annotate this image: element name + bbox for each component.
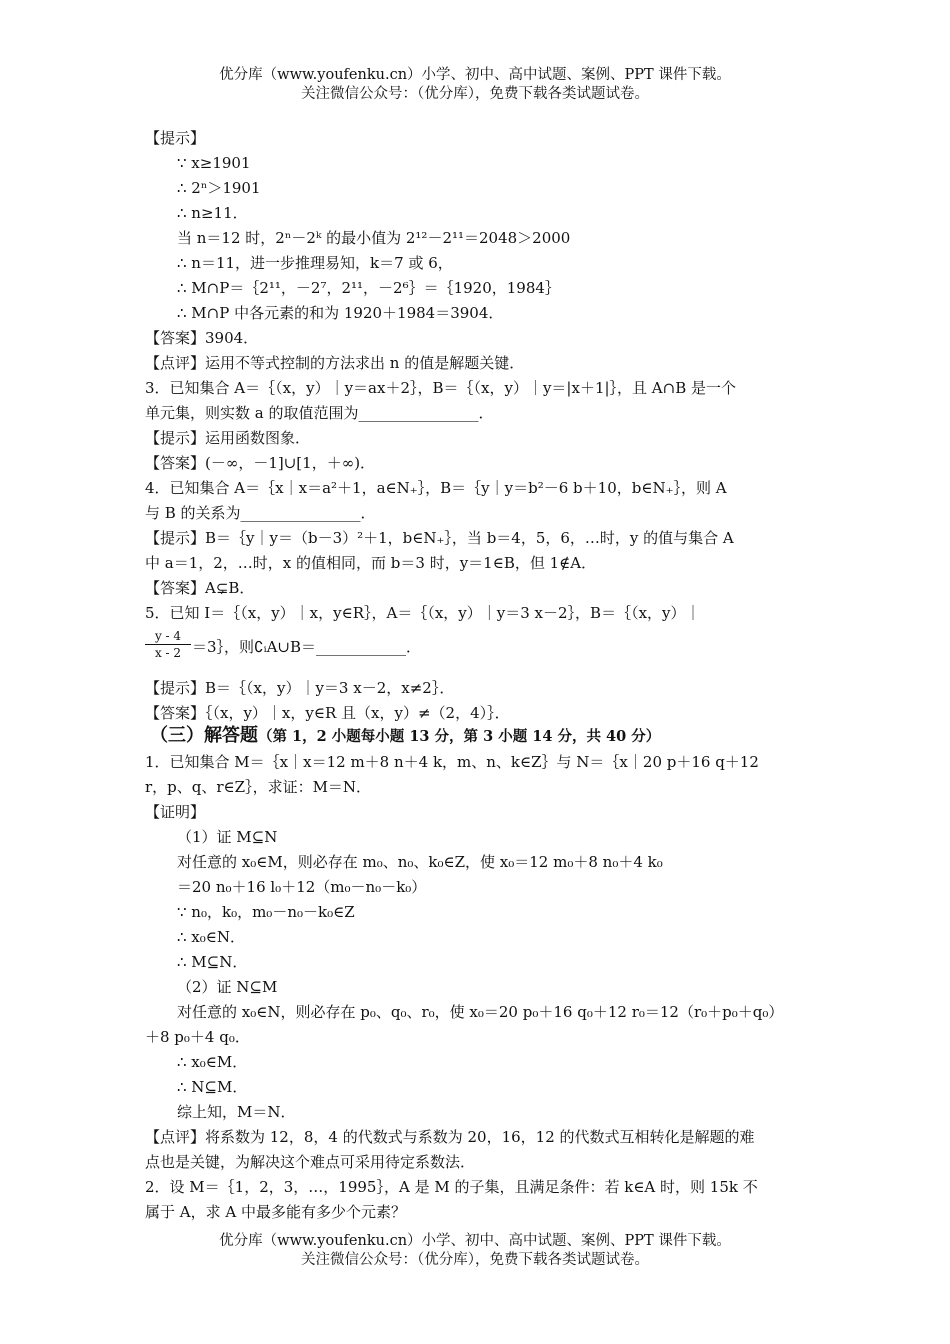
text-line: 对任意的 x₀∈M，则必存在 m₀、n₀、k₀∈Z，使 x₀＝12 m₀＋8 n₀＋4 k₀	[177, 853, 663, 871]
footer-line-1: 优分库（www.youfenku.cn）小学、初中、高中试题、案例、PPT 课件下载。	[219, 1233, 731, 1249]
text-line: ＝20 n₀＋16 l₀＋12（m₀－n₀－k₀）	[177, 878, 427, 896]
text-line: ∵ n₀，k₀，m₀－n₀－k₀∈Z	[177, 903, 355, 921]
text-line: ∵ x≥1901	[177, 154, 251, 172]
comment-line: 【点评】运用不等式控制的方法求出 n 的值是解题关键．	[145, 354, 525, 372]
fraction-denominator: x - 2	[154, 646, 182, 660]
fraction-numerator: y - 4	[145, 628, 191, 645]
text-line: ＋8 p₀＋4 q₀．	[145, 1028, 250, 1046]
text-line: ∴ x₀∈N．	[177, 928, 246, 946]
header-line-1: 优分库（www.youfenku.cn）小学、初中、高中试题、案例、PPT 课件下载。	[219, 67, 731, 83]
question-4: 4．已知集合 A＝｛x｜x＝a²＋1，a∈N₊｝，B＝｛y｜y＝b²－6 b＋10，b∈N₊｝，则 A	[145, 479, 727, 497]
problem-2: 2．设 M＝｛1，2，3，…，1995｝，A 是 M 的子集，且满足条件：若 k∈A 时，则 15k 不	[145, 1178, 758, 1196]
text-line: ∴ M∩P 中各元素的和为 1920＋1984＝3904．	[177, 304, 504, 322]
text-line: ＝3｝，则∁ᵢA∪B＝____________．	[192, 638, 422, 656]
text-line: （1）证 M⊆N	[177, 828, 278, 846]
answer-line: 【答案】(－∞，－1]∪[1，＋∞)．	[145, 454, 376, 472]
hint-label: 【提示】	[145, 129, 206, 147]
footer-line-2: 关注微信公众号：（优分库），免费下载各类试题试卷。	[301, 1252, 649, 1268]
text-line: （2）证 N⊆M	[177, 978, 278, 996]
section-heading	[150, 724, 660, 749]
text-line: ∴ M∩P＝｛2¹¹，－2⁷，2¹¹，－2⁶｝＝｛1920，1984｝	[177, 279, 560, 297]
text-line: r，p、q、r∈Z｝，求证：M＝N．	[145, 778, 372, 796]
fraction	[145, 628, 191, 661]
comment-line: 【点评】将系数为 12，8，4 的代数式与系数为 20，16，12 的代数式互相转化是解题的难	[145, 1128, 755, 1146]
text-line: ∴ M⊆N．	[177, 953, 248, 971]
text-line: 对任意的 x₀∈N，则必存在 p₀、q₀、r₀，使 x₀＝20 p₀＋16 q₀＋12 r₀＝12（r₀＋p₀＋q₀）	[177, 1003, 784, 1021]
text-line: ∴ x₀∈M．	[177, 1053, 248, 1071]
text-line: ∴ n＝11，进一步推理易知，k＝7 或 6，	[177, 254, 453, 272]
text-line: 中 a＝1，2，…时，x 的值相同，而 b＝3 时，y＝1∈B，但 1∉A．	[145, 554, 597, 572]
text-line: 点也是关键，为解决这个难点可采用待定系数法．	[145, 1153, 476, 1171]
text-line: ∴ N⊆M．	[177, 1078, 248, 1096]
section-title: （三）解答题	[150, 725, 258, 746]
header-line-2: 关注微信公众号：（优分库），免费下载各类试题试卷。	[301, 86, 649, 102]
section-note: （第 1，2 小题每小题 13 分，第 3 小题 14 分，共 40 分）	[258, 728, 661, 745]
proof-label: 【证明】	[145, 803, 206, 821]
text-line: 属于 A，求 A 中最多能有多少个元素？	[145, 1203, 406, 1221]
problem-1: 1．已知集合 M＝｛x｜x＝12 m＋8 n＋4 k，m、n、k∈Z｝与 N＝｛x｜20 p＋16 q＋12	[145, 753, 759, 771]
hint-line: 【提示】B＝｛（x，y）｜y＝3 x－2，x≠2｝．	[145, 679, 455, 697]
text-line: ∴ n≥11．	[177, 204, 248, 222]
question-5: 5．已知 I＝｛（x，y）｜x，y∈R｝，A＝｛（x，y）｜y＝3 x－2｝，B＝｛（x，y）｜	[145, 604, 701, 622]
answer-line: 【答案】A⊊B．	[145, 579, 255, 597]
text-line: 当 n＝12 时，2ⁿ－2ᵏ 的最小值为 2¹²－2¹¹＝2048＞2000	[177, 229, 571, 247]
text-line: 与 B 的关系为________________．	[145, 504, 376, 522]
text-line: 综上知，M＝N．	[177, 1103, 296, 1121]
question-3: 3．已知集合 A＝｛（x，y）｜y＝ax＋2｝，B＝｛（x，y）｜y＝|x＋1|｝，且 A∩B 是一个	[145, 379, 737, 397]
text-line: ∴ 2ⁿ＞1901	[177, 179, 261, 197]
hint-line: 【提示】运用函数图象．	[145, 429, 311, 447]
answer-line: 【答案】3904．	[145, 329, 259, 347]
text-line: 单元集，则实数 a 的取值范围为________________．	[145, 404, 494, 422]
hint-line: 【提示】B＝｛y｜y＝（b－3）²＋1，b∈N₊｝，当 b＝4，5，6，…时，y 的值与集合 A	[145, 529, 734, 547]
answer-line: 【答案】｛（x，y）｜x，y∈R 且（x，y）≠（2，4）｝．	[145, 704, 510, 722]
